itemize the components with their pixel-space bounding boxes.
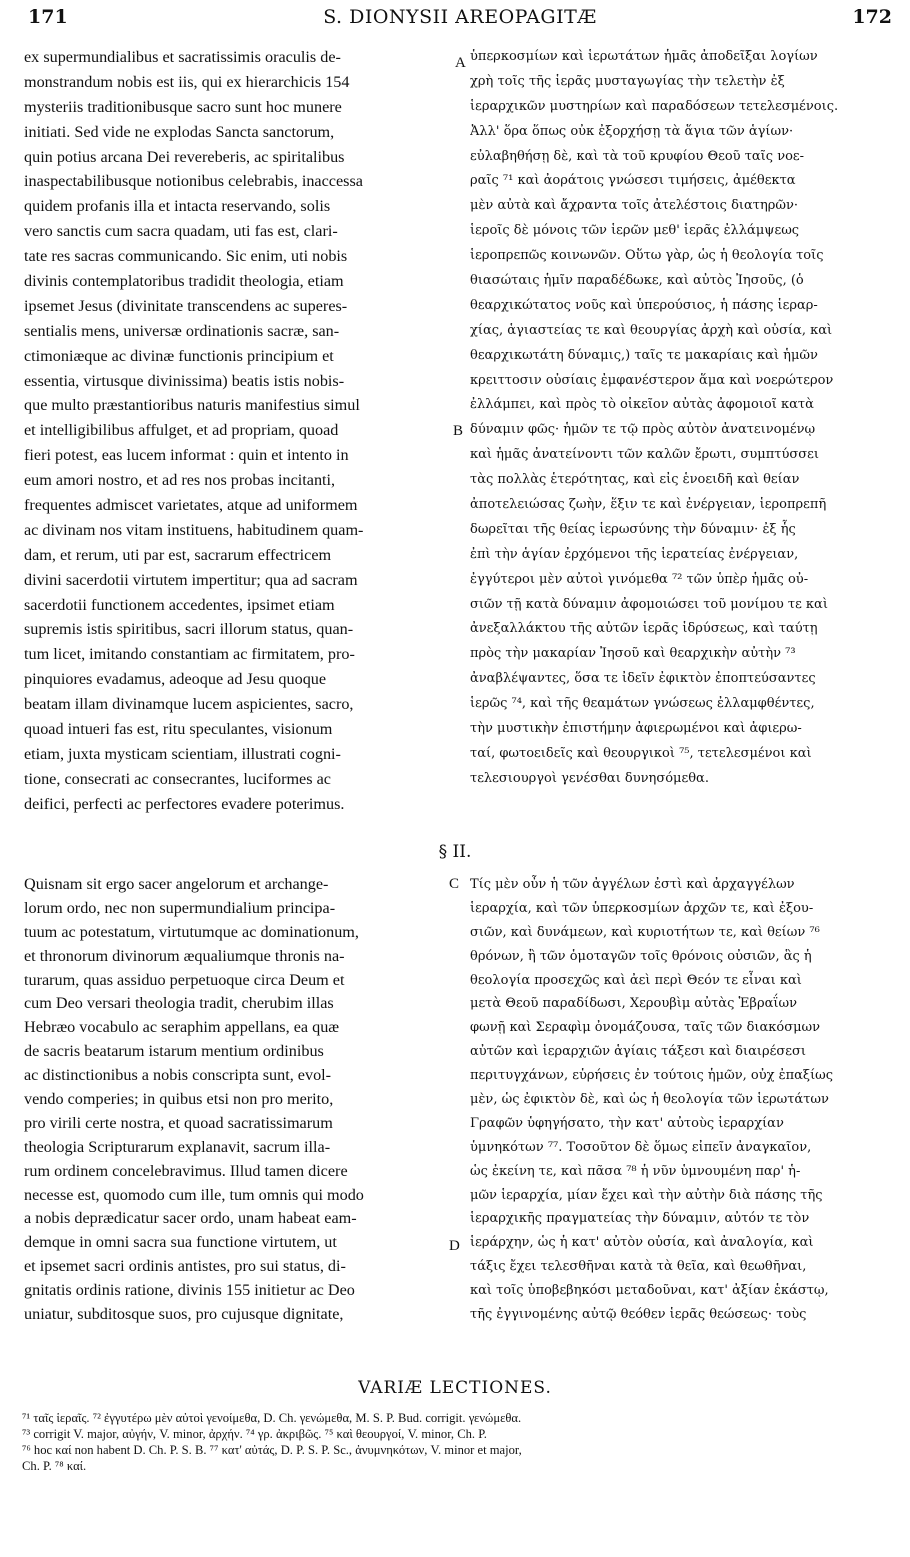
latin-text-line: et intelligibilibus affulget, et ad propriam, quoad (24, 421, 339, 440)
latin-text-line: cum Deo versari theologia tradit, cherubim illas (24, 994, 334, 1013)
latin-text-line: tum licet, imitando constantiam ac firmitatem, pro- (24, 645, 355, 664)
greek-text-line: χρὴ τοῖς τῆς ἱερᾶς μυσταγωγίας τὴν τελετὴν ἐξ (470, 73, 785, 89)
greek-text-line: θεολογία προσεχῶς καὶ ἀεὶ περὶ Θεόν τε εἶναι καὶ (470, 972, 802, 988)
latin-text-line: turarum, quas assiduo perpetuoque circa Deum et (24, 970, 345, 989)
greek-text-line: θεαρχικώτατος νοῦς καὶ ὑπερούσιος, ἡ πάσης ἱεραρ- (470, 297, 818, 313)
greek-text-line: ἀποτελειώσας ζωὴν, ἕξιν τε καὶ ἐνέργειαν, ἱεροπρεπῆ (470, 497, 827, 513)
greek-text-line: εὐλαβηθήσῃ δὲ, καὶ τὰ τοῦ κρυφίου Θεοῦ ταῖς νοε- (470, 148, 805, 164)
greek-column-bottom (470, 873, 892, 1327)
running-header (28, 6, 892, 32)
greek-text-line: καὶ τοῖς ὑποβεβηκόσι μεταδοῦναι, κατ' ἀξίαν ἑκάστῳ, (470, 1283, 829, 1299)
greek-text-line: ὑπερκοσμίων καὶ ἱερωτάτων ἡμᾶς ἀποδεῖξαι λογίων (470, 49, 818, 64)
greek-text-line: ἐγγύτεροι μὲν αὐτοὶ γινόμεθα ⁷² τῶν ὑπὲρ ἡμᾶς οὐ- (470, 571, 809, 587)
greek-text-line: μῶν ἱεραρχία, μίαν ἔχει καὶ τὴν αὐτὴν διὰ πάσης τῆς (470, 1187, 823, 1203)
margin-letter-b: B (453, 423, 464, 439)
latin-text-line: mysteriis traditionibusque sacro sunt hoc munere (24, 97, 342, 116)
greek-text-line: σιῶν τῇ κατὰ δύναμιν ἀφομοιώσει τοῦ μονίμου τε καὶ (470, 596, 828, 612)
greek-text-line: τὰς πολλὰς ἑτερότητας, καὶ εἰς ἑνοειδῆ καὶ θείαν (470, 472, 800, 488)
greek-text-line: θρόνων, ἢ τῶν ὁμοταγῶν τοῖς θρόνοις οὐσιῶν, ἃς ἡ (470, 948, 812, 964)
greek-text-line: περιτυγχάνων, εὑρήσεις ἐν τούτοις ἡμῶν, οὐχ ἐπαξίως (470, 1068, 834, 1084)
greek-text-line: ταί, φωτοειδεῖς καὶ θεουργικοὶ ⁷⁵, τετελεσμένοι καὶ (470, 745, 812, 761)
section-heading: § II. (438, 842, 472, 862)
greek-text-line: μὲν αὐτὰ καὶ ἄχραντα τοῖς ἀτελέστοις διατηρῶν· (470, 198, 799, 214)
latin-text-line: divini sacerdotii virtutem impertitur; qua ad sacram (24, 570, 358, 589)
greek-column-top (470, 45, 892, 792)
greek-text-line: θιασώταις ἡμῖν παραδέδωκε, καὶ αὐτὸς Ἰησοῦς, (ὁ (470, 273, 804, 289)
greek-text-line: ἱεροπρεπῶς κοινωνῶν. Οὕτω γὰρ, ὡς ἡ θεολογία τοῖς (470, 248, 824, 264)
latin-text-line: deifici, perfecti ac perfectores evadere poterimus. (24, 794, 345, 813)
greek-text-line: ἐλλάμπει, καὶ πρὸς τὸ οἰκεῖον αὐτὰς ἀφομοιοῖ κατὰ (470, 397, 814, 413)
latin-column-top (24, 45, 454, 817)
greek-text-line: κρειττοσιν οὐσίαις ἐμφανέστερον ἅμα καὶ νοερώτερον (470, 372, 834, 388)
greek-text-line: χίας, ἁγιαστείας τε καὶ θεουργίας ἀρχὴ καὶ οὐσία, καὶ (470, 322, 833, 338)
greek-text-line: ἱεράρχην, ὡς ἡ κατ' αὐτὸν οὐσία, καὶ ἀναλογία, καὶ (470, 1235, 814, 1251)
latin-text-line: monstrandum nobis est iis, qui ex hierarchicis 154 (24, 72, 350, 91)
latin-text-line: etiam, juxta mysticam scientiam, illustrati cogni- (24, 744, 341, 763)
latin-text-line: tione, consecrati ac consecrantes, luciformes ac (24, 769, 331, 788)
greek-text-line: πρὸς τὴν μακαρίαν Ἰησοῦ καὶ θεαρχικὴν αὐτὴν ⁷³ (470, 646, 796, 662)
greek-text-line: δωρεῖται τῆς θείας ἱερωσύνης τὴν δύναμιν· ἐξ ἧς (470, 521, 796, 537)
greek-text-line: μὲν, ὡς ἐφικτὸν δὲ, καὶ ὡς ἡ θεολογία τῶν ἱερωτάτων (470, 1092, 829, 1108)
latin-text-line: ac distinctionibus a nobis conscripta sunt, evol- (24, 1066, 332, 1085)
greek-text-line: ὡς ἐκείνη τε, καὶ πᾶσα ⁷⁸ ἡ νῦν ὑμνουμένη παρ' ἡ- (470, 1163, 801, 1179)
greek-text-line: σιῶν, καὶ δυνάμεων, καὶ κυριοτήτων τε, καὶ θείων ⁷⁶ (470, 924, 820, 940)
margin-letter-c: C (449, 876, 460, 892)
latin-text-line: demque in omni sacra sua functione virtutem, ut (24, 1233, 337, 1252)
latin-text-line: quidem profanis illa et intacta reservando, solis (24, 197, 331, 216)
greek-text-line: ἱεροῖς δὲ μόνοις τῶν ἱερῶν μεθ' ἱερᾶς ἐλλάμψεως (470, 223, 800, 239)
latin-text-line: Quisnam sit ergo sacer angelorum et archange- (24, 875, 329, 893)
latin-text-line: quoad intueri fas est, ritu speculantes, visionum (24, 720, 333, 739)
greek-text-line: ἱεραρχία, καὶ τῶν ὑπερκοσμίων ἀρχῶν τε, καὶ ἐξου- (470, 900, 814, 916)
greek-text-line: ραῖς ⁷¹ καὶ ἀοράτοις γνώσεσι τιμήσεις, ἀμέθεκτα (470, 173, 796, 189)
latin-text-line: quin potius arcana Dei revereberis, ac spiritalibus (24, 147, 345, 166)
latin-text-line: vendo comperies; in quibus etsi non pro merito, (24, 1090, 334, 1109)
latin-text-line: beatam illam divinamque lucem aspicientes, sacro, (24, 695, 354, 714)
greek-text-line: ἱεραρχικῶν μυστηρίων καὶ παραδόσεων τετελεσμένοις. (470, 98, 839, 114)
latin-text-line: fieri potest, eas lucem informat : quin et intento in (24, 446, 349, 465)
latin-text-line: ipsemet Jesus (divinitate transcendens ac superes- (24, 296, 348, 315)
greek-text-line: τὴν μυστικὴν ἐπιστήμην ἀφιερωμένοι καὶ ἀφιερω- (470, 721, 802, 737)
latin-text-line: et ipsemet sacri ordinis antistes, pro sui status, di- (24, 1257, 346, 1276)
greek-text-line: Ἀλλ' ὅρα ὅπως οὐκ ἐξορχήσῃ τὰ ἅγια τῶν ἁγίων· (470, 123, 794, 139)
latin-text-line: gnitatis ordinis ratione, divinis 155 initietur ac Deo (24, 1281, 355, 1300)
margin-letter-d: D (449, 1238, 460, 1254)
running-title: S. DIONYSII AREOPAGITÆ (323, 6, 597, 28)
greek-text-line: αὐτῶν καὶ ἱεραρχιῶν ἁγίαις τάξεσι καὶ διαιρέσεσι (470, 1044, 806, 1060)
greek-text-line: ἐπὶ τὴν ἁγίαν ἐρχόμενοι τῆς ἱερατείας ἐνέργειαν, (470, 546, 799, 562)
latin-text-line: theologia Scripturarum explanavit, sacrum illa- (24, 1137, 331, 1156)
greek-text-line: ἀνεξαλλάκτου τῆς αὐτῶν ἱερᾶς ἱδρύσεως, καὶ ταύτῃ (470, 621, 818, 637)
greek-text-line: ὑμνηκότων ⁷⁷. Τοσοῦτον δὲ ὅμως εἰπεῖν ἀναγκαῖον, (470, 1139, 812, 1155)
latin-text-line: et thronorum divinorum æqualiumque thronis na- (24, 946, 345, 965)
latin-text-line: ac divinam nos vitam instituens, habitudinem quam- (24, 520, 364, 539)
latin-text-line: a nobis deprædicatur sacer ordo, unam habeat eam- (24, 1209, 357, 1228)
greek-text-line: καὶ ἡμᾶς ἀνατείνοντι τῶν καλῶν ἔρωτι, συμπτύσσει (470, 447, 819, 463)
footnote-line: Ch. P. ⁷⁸ καί. (22, 1459, 87, 1473)
latin-text-line: ex supermundialibus et sacratissimis oraculis de- (24, 48, 341, 66)
latin-text-line: vero sanctis cum sacra quadam, uti fas est, clari- (24, 222, 338, 241)
latin-text-line: sacerdotii functionem accedentes, ipsimet etiam (24, 595, 335, 614)
page-number-left: 171 (28, 6, 68, 28)
latin-text-line: necesse est, quomodo cum ille, tum omnis qui modo (24, 1185, 364, 1204)
latin-text-line: dam, et rerum, uti par est, sacrarum effectricem (24, 545, 332, 564)
greek-text-line: δύναμιν φῶς· ἡμῶν τε τῷ πρὸς αὐτὸν ἀνατεινομένῳ (470, 422, 816, 438)
latin-text-line: supremis istis spiritibus, sacri illorum status, quan- (24, 620, 354, 639)
greek-text-line: τάξις ἔχει τελεσθῆναι κατὰ τὰ θεῖα, καὶ θεωθῆναι, (470, 1259, 807, 1275)
latin-text-line: uniatur, subditosque suos, pro cujusque dignitate, (24, 1305, 344, 1324)
latin-text-line: Hebræo vocabulo ac seraphim appellans, ea quæ (24, 1018, 340, 1037)
latin-text-line: lorum ordo, nec non supermundialium principa- (24, 898, 336, 917)
greek-text-line: ἱερῶς ⁷⁴, καὶ τῆς θεαμάτων γνώσεως ἐλλαμφθέντες, (470, 696, 815, 712)
latin-text-line: de sacris beatarum istarum mentium ordinibus (24, 1042, 324, 1061)
latin-text-line: initiati. Sed vide ne explodas Sancta sanctorum, (24, 122, 335, 141)
variae-lectiones-heading: VARIÆ LECTIONES. (358, 1378, 552, 1398)
latin-text-line: frequentes admiscet varietates, atque ad uniformem (24, 496, 358, 515)
latin-text-line: essentia, virtusque divinissima) beatis istis nobis- (24, 371, 345, 390)
footnote-line: ⁷¹ ταῖς ἱεραῖς. ⁷² ἐγγυτέρω μὲν αὐτοὶ γενοίμεθα, D. Ch. γενώμεθα, M. S. P. Bud. corrigit. γενώμεθα. (22, 1411, 522, 1425)
margin-letter-a: A (455, 55, 466, 71)
latin-text-line: tuum ac potestatum, virtutumque ac dominationum, (24, 922, 359, 941)
greek-text-line: Τίς μὲν οὖν ἡ τῶν ἀγγέλων ἐστὶ καὶ ἀρχαγγέλων (470, 877, 795, 892)
greek-text-line: θεαρχικωτάτη δύναμις,) ταῖς τε μακαρίαις καὶ ἡμῶν (470, 347, 818, 363)
latin-text-line: inaspectabilibusque notionibus celebrabis, inaccessa (24, 172, 363, 191)
latin-text-line: rum ordinem concelebravimus. Illud tamen dicere (24, 1161, 348, 1180)
greek-text-line: Γραφῶν ὑφηγήσατο, τὴν κατ' αὐτοὺς ἱεραρχίαν (470, 1115, 784, 1131)
footnotes (22, 1410, 892, 1474)
greek-text-line: ἱεραρχικῆς πραγματείας τὴν δύναμιν, αὐτόν τε τὸν (470, 1211, 810, 1227)
latin-text-line: sentialis mens, universæ ordinationis sacræ, san- (24, 321, 340, 340)
latin-column-bottom (24, 873, 454, 1327)
greek-text-line: τελεσιουργοὶ γενέσθαι δυνησόμεθα. (470, 770, 709, 786)
latin-text-line: pro virili certe nostra, et quoad sacratissimarum (24, 1113, 333, 1132)
latin-text-line: pinquiores evadamus, adeoque ad Jesu quoque (24, 670, 327, 689)
greek-text-line: μετὰ Θεοῦ παραδίδωσι, Χερουβὶμ αὐτὰς Ἑβραΐων (470, 996, 797, 1012)
greek-text-line: ἀναβλέψαντες, ὅσα τε ἰδεῖν ἐφικτὸν ἐποπτεύσαντες (470, 671, 816, 687)
latin-text-line: divinis contemplatoribus tradidit theologia, etiam (24, 272, 344, 291)
greek-text-line: φωνῇ καὶ Σεραφὶμ ὀνομάζουσα, ταῖς τῶν διακόσμων (470, 1020, 821, 1036)
page-number-right: 172 (852, 6, 892, 28)
latin-text-line: que multo præstantioribus naturis manifestius simul (24, 396, 360, 415)
latin-text-line: tate res sacras communicando. Sic enim, uti nobis (24, 247, 348, 266)
footnote-line: ⁷³ corrigit V. major, αὐγήν, V. minor, ἀρχήν. ⁷⁴ γρ. ἀκριβῶς. ⁷⁵ καὶ θεουργοί, V. minor, Ch. P. (22, 1427, 487, 1441)
greek-text-line: τῆς ἐγγινομένης αὐτῷ θεόθεν ἱερᾶς θεώσεως· τοὺς (470, 1307, 807, 1323)
latin-text-line: ctimoniæque ac divinæ functionis principium et (24, 346, 334, 365)
footnote-line: ⁷⁶ hoc καί non habent D. Ch. P. S. B. ⁷⁷ κατ' αὐτάς, D. P. S. P. Sc., ἀνυμνηκότων, V. minor et major, (22, 1443, 522, 1457)
latin-text-line: eum amori nostro, et ad res nos probas incitanti, (24, 471, 336, 490)
